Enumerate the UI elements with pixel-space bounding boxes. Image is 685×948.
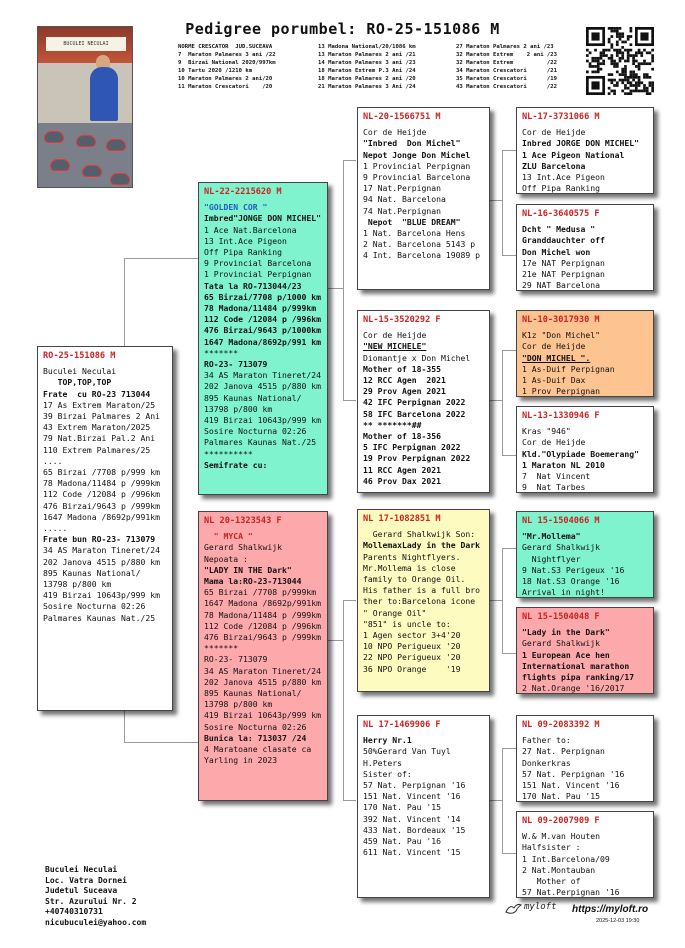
pedigree-line: 202 Janova 4515 p/880 km — [43, 556, 160, 567]
ring-number: NL 15-1504048 F — [522, 612, 600, 622]
loft-photo — [37, 26, 133, 188]
contact-phone[interactable]: +40740310731 — [45, 907, 103, 916]
pedigree-line: Granddauchter off — [522, 235, 605, 246]
achievement-line: 21 Maraton Palmares 3 Ani /24 — [318, 83, 416, 90]
achievement-line: 18 Maraton Extrem P.3 Ani /24 — [318, 67, 416, 74]
pedigree-line: 17e NAT Perpignan — [522, 257, 605, 268]
pedigree-line: 78 Madona/11484 p /999km — [43, 478, 160, 489]
connector — [328, 640, 343, 641]
connector — [490, 200, 502, 201]
ring-number: NL-20-1566751 M — [363, 112, 441, 122]
pedigree-line: His father is a full bro — [363, 585, 480, 596]
pigeon-card-main[interactable] — [37, 346, 173, 711]
pedigree-line: 65 Birzai /7708 p/999 km — [43, 467, 160, 478]
pedigree-line: 895 Kaunas National/ — [204, 688, 302, 699]
achievement-line: 13 Madona National/20/1086 km — [318, 44, 416, 50]
page-title: Pedigree porumbel: RO-25-151086 M — [185, 20, 500, 38]
pedigree-line: 419 Birzai 10643p/999 km — [204, 415, 321, 426]
connector — [343, 800, 356, 801]
connector — [343, 160, 356, 161]
pedigree-line: 50%Gerard Van Tuyl — [363, 746, 451, 757]
pedigree-line: 1 Prov Perpignan — [522, 386, 600, 397]
achievement-line: 11 Maraton Crescatori /20 — [178, 83, 273, 90]
pedigree-line: Gerard Shalkwijk — [204, 542, 282, 553]
pedigree-line: ******* — [204, 643, 239, 654]
print-date: 2025-12-03 19:30 — [596, 918, 640, 924]
pedigree-line: " MYCA " — [204, 531, 253, 542]
connector — [502, 548, 516, 549]
achievement-line: 32 Maraton Extrem /22 — [456, 59, 558, 66]
pedigree-line: 78 Madona/11484 p/999km — [204, 303, 317, 314]
connector — [502, 150, 516, 151]
pedigree-line: Gerard Shalkwijk — [522, 542, 600, 553]
connector — [502, 748, 503, 853]
pedigree-line: Inbred JORGE DON MICHEL" — [522, 138, 639, 149]
pedigree-line: 112 Code /12084 p /996km — [43, 489, 160, 500]
pedigree-line: Tata la RO-713044/23 — [204, 280, 302, 291]
pedigree-line: "851" is uncle to: — [363, 618, 451, 629]
pedigree-line: 13 Int.Ace Pigeon — [204, 235, 287, 246]
pedigree-line: "Lady in the Dark" — [522, 627, 610, 638]
pedigree-line: 57 Nat. Perpignan '16 — [363, 780, 466, 791]
pedigree-line: "GOLDEN COR " — [204, 202, 268, 213]
pedigree-line: 10 NPO Perigueux '20 — [363, 641, 461, 652]
connector — [502, 350, 516, 351]
pedigree-line: Diomantje x Don Michel — [363, 352, 471, 363]
pedigree-line: Nepoata : — [204, 553, 248, 564]
ring-number: NL 17-1082851 M — [363, 514, 441, 524]
ring-number: NL-15-3520292 F — [363, 315, 441, 325]
pedigree-line: Nightflyer — [522, 553, 581, 564]
pedigree-line: Mother of 18-355 — [363, 363, 441, 374]
pedigree-line: Donkerkras — [522, 757, 571, 768]
breeder-contact — [45, 865, 146, 928]
ring-number: NL-13-1330946 F — [522, 411, 600, 421]
pedigree-line: 5 IFC Perpignan 2022 — [363, 442, 461, 453]
pigeon-card-dam[interactable] — [198, 511, 328, 801]
pedigree-line: 476 Birzai/9643 p /999km — [204, 632, 321, 643]
pedigree-line: Cor de Heijde — [363, 330, 427, 341]
pedigree-line: 46 Prov Dax 2021 — [363, 475, 441, 486]
connector — [124, 258, 198, 259]
pedigree-line: 29 Prov Agen 2021 — [363, 386, 446, 397]
pigeon-card-ssd[interactable] — [516, 204, 654, 291]
pedigree-line: 151 Nat. Vincent '16 — [522, 780, 620, 791]
contact-line: Buculei Neculai — [45, 865, 118, 874]
pedigree-line: Frate cu RO-23 713044 — [43, 388, 151, 399]
pedigree-line: H.Peters — [363, 757, 402, 768]
pedigree-line: 13798 p/800 km — [204, 403, 273, 414]
pigeon-card-sire-sire[interactable] — [357, 107, 490, 290]
pedigree-line: 18 Nat.S3 Orange '16 — [522, 576, 620, 587]
brand-url[interactable]: https://myloft.ro — [572, 904, 649, 915]
pedigree-line: 17 As Extrem Maraton/25 — [43, 399, 156, 410]
pedigree-line: 57 Nat.Perpignan '16 — [522, 887, 620, 898]
pedigree-line: 1 Ace Pigeon National — [522, 149, 625, 160]
pedigree-line: Don Michel won — [522, 246, 591, 257]
pedigree-line: K1z "Don Michel" — [522, 330, 600, 341]
pedigree-line: Gerard Shalkwijk — [522, 638, 600, 649]
pedigree-line: Father to: — [522, 735, 571, 746]
contact-email[interactable]: nicubuculei@yahoo.com — [45, 917, 147, 927]
pedigree-line: 2 Nat.Orange '16/2017 — [522, 683, 625, 694]
pedigree-line: "LADY IN THE Dark" — [204, 564, 292, 575]
pedigree-line: 1 Provincial Perpignan — [363, 160, 471, 171]
achievement-line: 35 Maraton Crescatori /19 — [456, 75, 558, 82]
photo-sign: BUCULEI NECULAI — [46, 37, 126, 51]
pedigree-line: Arrival in night! — [522, 587, 605, 598]
pigeon-card-sds[interactable] — [516, 310, 654, 397]
pedigree-line: 170 Nat. Pau '15 — [522, 791, 600, 802]
pedigree-line: 19 Prov Perpignan 2022 — [363, 453, 471, 464]
pedigree-line: Gerard Shalkwijk Son: — [363, 529, 476, 540]
pedigree-line: 895 Kaunas National/ — [43, 567, 141, 578]
pedigree-line: Imbred"JONGE DON MICHEL" — [204, 213, 321, 224]
pedigree-line: 170 Nat. Pau '15 — [363, 802, 441, 813]
pedigree-line: Cor de Heijde — [363, 127, 427, 138]
achievement-line: 7 Maraton Palmares 3 ani /22 — [178, 51, 276, 58]
pedigree-line: Mother of 18-356 — [363, 431, 441, 442]
pedigree-line: 36 NPO Orange '19 — [363, 663, 461, 674]
pedigree-line: 13798 p/800 km — [204, 699, 273, 710]
pedigree-line: 433 Nat. Bordeaux '15 — [363, 824, 466, 835]
pedigree-line: Halfsister : — [522, 842, 581, 853]
contact-line: Str. Azurului Nr. 2 — [45, 896, 137, 906]
pedigree-line: 112 Code /12084 p /996km — [204, 314, 321, 325]
pedigree-line: ******* — [204, 347, 239, 358]
achievement-line: 34 Maraton Crescatori /21 — [456, 67, 558, 74]
ring-number: NL 15-1504066 M — [522, 516, 600, 526]
ring-number: NL-17-3731066 M — [522, 112, 600, 122]
ring-number: NL 09-2007909 F — [522, 816, 600, 826]
pigeon-card-dam-sire[interactable] — [357, 509, 490, 692]
achievements-col-2 — [318, 44, 416, 91]
contact-line: Judetul Suceava — [45, 886, 118, 895]
pedigree-line: 27 Nat. Perpignan — [522, 746, 605, 757]
pedigree-line: ** *******## — [363, 419, 422, 430]
pedigree-line: 58 IFC Barcelona 2022 — [363, 408, 466, 419]
pedigree-line: flights pipa ranking/17 — [522, 672, 635, 683]
pedigree-line: 13 Int.Ace Pigeon — [522, 172, 605, 183]
pedigree-line: Nepot "BLUE DREAM" — [363, 216, 461, 227]
pigeon-card-sire[interactable] — [198, 182, 328, 495]
pedigree-line: 34 AS Maraton Tineret/24 — [43, 545, 160, 556]
pedigree-line: Bunica la: 713037 /24 — [204, 732, 307, 743]
pigeon-card-dss[interactable] — [516, 511, 654, 598]
pedigree-line: Mother of — [522, 876, 581, 887]
pedigree-line: Herry Nr.1 — [363, 735, 412, 746]
pedigree-line: Sosire Nocturna 02:26 — [204, 721, 307, 732]
pigeon-card-sdd[interactable] — [516, 406, 654, 493]
pedigree-line: 2 Nat.Montauban — [522, 864, 596, 875]
pedigree-line: .... — [43, 455, 63, 466]
ring-number: NL-10-3017930 M — [522, 315, 600, 325]
brand-logo-text: myloft — [524, 902, 557, 912]
pedigree-line: Cor de Heijde — [522, 341, 586, 352]
pedigree-line: 7 Nat Vincent — [522, 471, 591, 482]
pedigree-line: Cor de Heijde — [522, 127, 586, 138]
ring-number: NL 20-1323543 F — [204, 516, 282, 526]
pedigree-line: 43 Extrem Maraton/2025 — [43, 422, 151, 433]
connector — [343, 600, 356, 601]
pedigree-line: 476 Birzai/9643 p /999km — [43, 500, 160, 511]
pedigree-line: "Mr.Mollema" — [522, 531, 581, 542]
pedigree-line: 1 Agen sector 3+4'20 — [363, 630, 461, 641]
pedigree-line: 1 Ace Nat.Barcelona — [204, 224, 297, 235]
pedigree-line: 1647 Madona /8692p/991km — [43, 511, 160, 522]
pedigree-line: 65 Birzai /7708 p/999km — [204, 587, 317, 598]
achievement-line: 10 Maraton Palmares 2 ani/20 — [178, 75, 273, 82]
achievement-line: 43 Maraton Crescatori /22 — [456, 83, 558, 90]
connector — [343, 160, 344, 400]
connector — [490, 600, 502, 601]
connector — [490, 400, 502, 401]
pedigree-line: 1647 Madona/8692p/991 km — [204, 336, 321, 347]
pedigree-line: Yarling in 2023 — [204, 755, 278, 766]
connector — [502, 455, 516, 456]
pedigree-line: 78 Madona/11484 p /999km — [204, 609, 321, 620]
connector — [502, 748, 516, 749]
pedigree-line: 1 As-Duif Perpignan — [522, 363, 615, 374]
connector — [502, 653, 516, 654]
pedigree-line: "NEW MICHELE" — [363, 341, 427, 352]
pedigree-line: MollemaxLady in the Dark — [363, 540, 480, 551]
pedigree-line: 12 RCC Agen 2021 — [363, 375, 446, 386]
contact-line: Loc. Vatra Dornei — [45, 875, 127, 885]
pedigree-line: 9 Provincial Barcelona — [204, 258, 312, 269]
pedigree-line: ther to:Barcelona icone — [363, 596, 476, 607]
pedigree-line: 202 Janova 4515 p/880 km — [204, 676, 321, 687]
pedigree-line: 65 Birzai/7708 p/1000 km — [204, 291, 321, 302]
pedigree-line: 1 Provincial Perpignan — [204, 269, 312, 280]
pedigree-line: 4 Maratoane clasate ca — [204, 744, 312, 755]
achievement-line: 14 Maraton Palmares 3 ani /23 — [318, 59, 416, 66]
connector — [502, 548, 503, 653]
pedigree-line: 42 IFC Perpignan 2022 — [363, 397, 466, 408]
pedigree-line: 21e NAT Perpignan — [522, 269, 605, 280]
pedigree-line: 2 Nat. Barcelona 5143 p — [363, 239, 476, 250]
pigeon-card-ddd[interactable] — [516, 811, 654, 898]
pedigree-line: 1 Int.Barcelona/09 — [522, 853, 610, 864]
pigeon-card-dsd[interactable] — [516, 607, 654, 694]
pedigree-line: 202 Janova 4515 p/880 km — [204, 381, 321, 392]
pedigree-line: 22 NPO Perigueux '20 — [363, 652, 461, 663]
connector — [328, 288, 343, 289]
connector — [490, 800, 502, 801]
pedigree-line: Palmares Kaunas Nat./25 — [204, 437, 317, 448]
connector — [343, 600, 344, 800]
pedigree-line: 419 Birzai 10643p/999 km — [204, 710, 321, 721]
pedigree-line: Kras "946" — [522, 426, 571, 437]
pedigree-line: Off Pipa Ranking — [522, 183, 600, 194]
pedigree-line: TOP,TOP,TOP — [43, 377, 112, 388]
ring-number: NL 17-1469906 F — [363, 720, 441, 730]
pedigree-line: Cor de Heijde — [522, 437, 586, 448]
pedigree-line: " Orange Oil" — [363, 607, 427, 618]
pedigree-line: ..... — [43, 523, 68, 534]
pedigree-line: 11 RCC Agen 2021 — [363, 464, 441, 475]
connector — [502, 150, 503, 255]
pedigree-line: 57 Nat. Perpignan '16 — [522, 768, 625, 779]
pedigree-line: 29 NAT Barcelona — [522, 280, 600, 291]
connector — [343, 400, 356, 401]
pigeon-card-sss[interactable] — [516, 107, 654, 194]
achievement-line: 27 Maraton Palmares 2 ani /23 — [456, 44, 554, 50]
achievement-line: NORME CRESCATOR JUD.SUCEAVA — [178, 44, 273, 50]
pedigree-line: 94 Nat. Barcelona — [363, 194, 446, 205]
pedigree-line: 1 As-Duif Dax — [522, 375, 586, 386]
pedigree-line: 34 AS Maraton Tineret/24 — [204, 665, 321, 676]
pedigree-line: Sosire Nocturna 02:26 — [204, 426, 307, 437]
pedigree-line: Parents Nightflyers. — [363, 551, 461, 562]
connector — [502, 853, 516, 854]
pedigree-line: Semifrate cu: — [204, 459, 268, 470]
pedigree-line: 392 Nat. Vincent '14 — [363, 813, 461, 824]
pedigree-line: RO-23- 713079 — [204, 654, 268, 665]
pedigree-line: Sister of: — [363, 768, 412, 779]
pedigree-line: Off Pipa Ranking — [204, 247, 282, 258]
pigeon-card-sire-dam[interactable] — [357, 310, 490, 493]
pedigree-line: 4 Int. Barcelona 19089 p — [363, 250, 480, 261]
achievement-line: 18 Maraton Palmares 2 ani /20 — [318, 75, 416, 82]
pedigree-line: ZLU Barcelona — [522, 160, 586, 171]
pedigree-line: Dcht " Medusa " — [522, 224, 596, 235]
pigeon-logo-icon — [504, 902, 522, 916]
pedigree-line: Palmares Kaunas Nat./25 — [43, 612, 156, 623]
pedigree-line: Frate bun RO-23- 713079 — [43, 534, 156, 545]
connector — [124, 742, 198, 743]
pedigree-line: Sosire Nocturna 02:26 — [43, 601, 146, 612]
pedigree-line: 9 Nat Tarbes — [522, 482, 586, 493]
pedigree-line: 9 Nat.S3 Perigeux '16 — [522, 564, 625, 575]
pedigree-line: 74 Nat.Perpignan — [363, 205, 441, 216]
pedigree-line: 39 Birzai Palmares 2 Ani — [43, 411, 160, 422]
pedigree-line: family to Orange Oil. — [363, 574, 466, 585]
achievements-col-3 — [456, 44, 557, 91]
pedigree-line: International marathon — [522, 660, 630, 671]
pedigree-line: 13798 p/800 km — [43, 579, 112, 590]
achievement-line: 10 Tartu 2020 /1210 km — [178, 67, 253, 74]
pedigree-line: 476 Birzai/9643 p/1000km — [204, 325, 321, 336]
pedigree-line: 611 Nat. Vincent '15 — [363, 847, 461, 858]
pedigree-line: 419 Birzai 10643p/999 km — [43, 590, 160, 601]
pedigree-line: Mr.Mollema is close — [363, 562, 456, 573]
pedigree-line: 151 Nat. Vincent '16 — [363, 791, 461, 802]
pedigree-line: 9 Provincial Barcelona — [363, 172, 471, 183]
pedigree-line: W.& M.van Houten — [522, 831, 600, 842]
pedigree-line: 1647 Madona /8692p/991km — [204, 598, 321, 609]
pigeon-card-dam-dam[interactable] — [357, 715, 490, 898]
pedigree-line: Nepot Jonge Don Michel — [363, 149, 471, 160]
pedigree-line: "DON MICHEL ". — [522, 352, 591, 363]
ring-number: NL-16-3640575 F — [522, 209, 600, 219]
achievement-line: 13 Maraton Palmares 2 ani /21 — [318, 51, 416, 58]
pedigree-line: 1 Maraton NL 2010 — [522, 459, 605, 470]
achievement-line: 9 Birzai National 2020/997km — [178, 59, 276, 66]
pedigree-line: ********** — [204, 448, 253, 459]
pedigree-line: "Inbred Don Michel" — [363, 138, 461, 149]
ring-number: NL 09-2083392 M — [522, 720, 600, 730]
pedigree-line: Mama la:RO-23-713044 — [204, 576, 302, 587]
pedigree-line: 17 Nat.Perpignan — [363, 183, 441, 194]
pedigree-line: 1 Nat. Barcelona Hens — [363, 228, 466, 239]
pedigree-line: 110 Extrem Palmares/25 — [43, 444, 151, 455]
ring-number: RO-25-151086 M — [43, 351, 116, 361]
pedigree-line: 79 Nat.Birzai Pal.2 Ani — [43, 433, 156, 444]
achievement-line: 32 Maraton Extrem 2 ani /23 — [456, 51, 558, 58]
pedigree-line: 34 AS Maraton Tineret/24 — [204, 370, 321, 381]
connector — [502, 350, 503, 455]
pedigree-line: 1 European Ace hen — [522, 649, 610, 660]
connector — [502, 255, 516, 256]
pedigree-line: RO-23- 713079 — [204, 359, 268, 370]
qr-code-icon — [586, 27, 654, 95]
ring-number: NL-22-2215620 M — [204, 187, 282, 197]
achievements-col-1 — [178, 44, 276, 91]
pedigree-line: 112 Code /12084 p /996km — [204, 620, 321, 631]
pedigree-line: 895 Kaunas National/ — [204, 392, 302, 403]
pedigree-line: Kld."Olypiade Boemerang" — [522, 448, 639, 459]
pedigree-line: 459 Nat. Pau '16 — [363, 836, 441, 847]
pigeon-card-dds[interactable] — [516, 715, 654, 802]
pedigree-line: Buculei Neculai — [43, 366, 117, 377]
